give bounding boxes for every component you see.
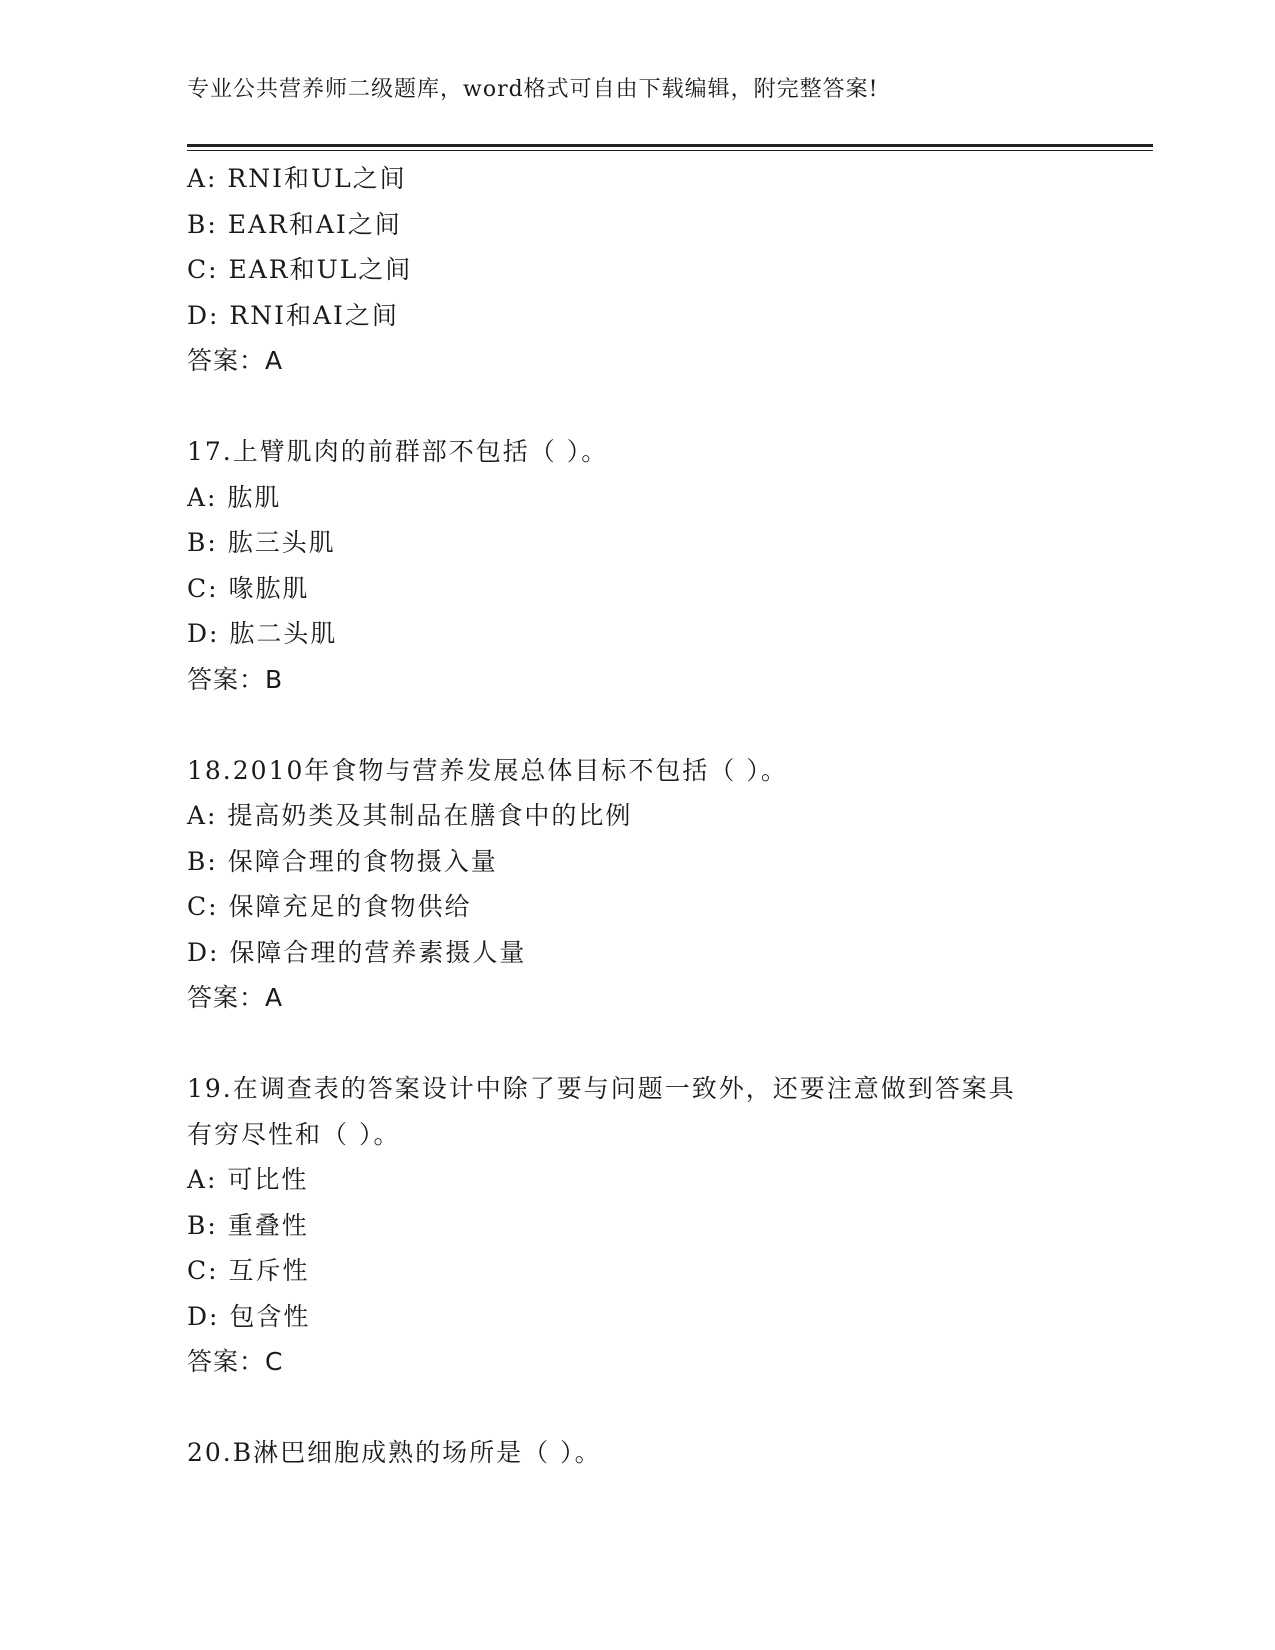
- option-c: C: 保障充足的食物供给: [187, 892, 472, 921]
- spacer: [187, 1021, 1107, 1067]
- option-d: D: RNI和AI之间: [187, 300, 399, 330]
- spacer: [187, 702, 1107, 748]
- question-list: [187, 156, 1107, 1476]
- option-a: A: 可比性: [187, 1165, 309, 1194]
- answer: 答案：A: [187, 346, 284, 375]
- option-a: A: RNI和UL之间: [187, 164, 407, 193]
- option-c: C: 互斥性: [187, 1256, 310, 1285]
- question-stem: 18.2010年食物与营养发展总体目标不包括（ ）。: [187, 755, 788, 785]
- question-18: [187, 748, 1107, 1021]
- answer: 答案：B: [187, 664, 284, 694]
- option-d: D: 肱二头肌: [187, 619, 338, 648]
- question-17: [187, 429, 1107, 702]
- question-16: [187, 156, 1107, 384]
- option-b: B: 重叠性: [187, 1210, 309, 1240]
- question-19: [187, 1066, 1107, 1385]
- option-c: C: 喙肱肌: [187, 573, 310, 603]
- page-header: 专业公共营养师二级题库，word格式可自由下载编辑，附完整答案!: [187, 77, 879, 102]
- option-b: B: EAR和AI之间: [187, 209, 402, 239]
- option-d: D: 包含性: [187, 1301, 311, 1331]
- question-stem: 17.上臂肌肉的前群部不包括（ ）。: [187, 437, 609, 466]
- answer: 答案：A: [187, 983, 284, 1012]
- option-a: A: 肱肌: [187, 482, 282, 512]
- question-stem-line-2: 有穷尽性和（ ）。: [187, 1119, 401, 1149]
- question-20: [187, 1430, 1107, 1476]
- option-c: C: EAR和UL之间: [187, 255, 413, 284]
- question-stem-line-1: 19.在调查表的答案设计中除了要与问题一致外，还要注意做到答案具: [187, 1074, 1016, 1103]
- option-d: D: 保障合理的营养素摄人量: [187, 937, 527, 967]
- spacer: [187, 384, 1107, 430]
- question-stem: 20.B淋巴细胞成熟的场所是（ ）。: [187, 1438, 602, 1467]
- header-rule-thin: [187, 150, 1153, 151]
- header-rule-thick: [187, 144, 1153, 147]
- spacer: [187, 1385, 1107, 1431]
- option-a: A: 提高奶类及其制品在膳食中的比例: [187, 801, 633, 830]
- option-b: B: 肱三头肌: [187, 528, 336, 557]
- option-b: B: 保障合理的食物摄入量: [187, 846, 498, 876]
- answer: 答案：C: [187, 1347, 284, 1376]
